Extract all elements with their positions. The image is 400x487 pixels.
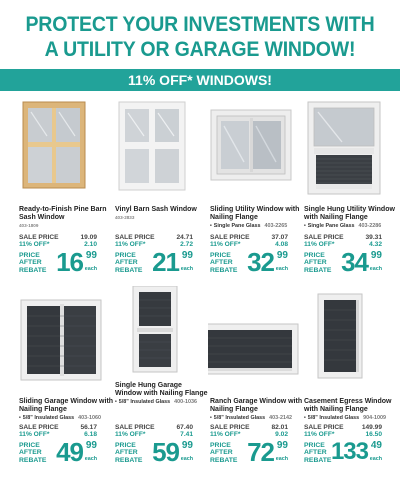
page-headline <box>0 0 400 62</box>
sliding-utility-window-image <box>208 96 303 204</box>
discount-amount: 16.50 <box>365 431 382 439</box>
final-price-cents: 99 <box>276 439 288 451</box>
product-card[interactable] <box>208 96 305 286</box>
product-card[interactable] <box>302 286 399 476</box>
pine-barn-sash-window-image <box>17 96 112 204</box>
single-hung-utility-window-image <box>302 96 397 204</box>
discount-amount: 6.18 <box>84 431 97 439</box>
product-card[interactable] <box>113 96 210 286</box>
discount-amount: 7.41 <box>180 431 193 439</box>
product-title: Sliding Garage Window with Nailing Flange • 5/8" Insulated Glass 403-1060 <box>19 398 114 422</box>
final-price-dollars: 32 <box>247 246 274 277</box>
discount-amount: 2.72 <box>180 241 193 249</box>
final-price-dollars: 49 <box>56 436 83 467</box>
discount-amount: 2.10 <box>84 241 97 249</box>
casement-egress-window-image <box>302 286 397 394</box>
final-price-dollars: 133 <box>330 437 368 465</box>
discount-amount: 4.08 <box>275 241 288 249</box>
sliding-garage-window-image <box>17 286 112 394</box>
final-price-cents: 99 <box>276 249 288 261</box>
sale-price: 56.17 <box>80 424 97 431</box>
product-title: Ready-to-Finish Pine Barn Sash Window 403-1809 <box>19 206 107 229</box>
sale-price: 67.40 <box>176 424 193 431</box>
product-card[interactable] <box>302 96 399 286</box>
headline-line-1: PROTECT YOUR INVESTMENTS WITH <box>25 13 375 36</box>
sale-price: 149.99 <box>361 424 382 431</box>
price-block: SALE PRICE 56.17 11% OFF* 6.18 PRICE AFTER REBATE 49 99 each <box>19 424 97 467</box>
vinyl-barn-sash-window-image <box>113 96 208 204</box>
price-block: SALE PRICE 39.31 11% OFF* 4.32 PRICE AFTER REBATE 34 99 each <box>304 234 382 277</box>
discount-amount: 4.32 <box>369 241 382 249</box>
sale-price: 24.71 <box>176 234 193 241</box>
final-price-dollars: 72 <box>247 436 274 467</box>
price-block: SALE PRICE 82.01 11% OFF* 9.02 PRICE AFTER REBATE 72 99 each <box>210 424 288 467</box>
price-block: SALE PRICE 19.09 11% OFF* 2.10 PRICE AFTER REBATE 16 99 each <box>19 234 97 277</box>
product-title: Casement Egress Window with Nailing Flange • 5/8" Insulated Glass 904-1009 <box>304 398 392 422</box>
single-hung-garage-window-image <box>113 286 208 394</box>
ranch-garage-window-image <box>208 286 303 394</box>
product-title: Single Hung Garage Window with Nailing Flange • 5/8" Insulated Glass 400-1036 <box>115 382 208 406</box>
discount-banner: 11% OFF* WINDOWS! <box>0 69 400 91</box>
price-block: SALE PRICE 24.71 11% OFF* 2.72 PRICE AFTER REBATE 21 99 each <box>115 234 193 277</box>
final-price-cents: 99 <box>85 249 97 261</box>
price-block: SALE PRICE 67.40 11% OFF* 7.41 PRICE AFTER REBATE 59 99 each <box>115 424 193 467</box>
product-title: Vinyl Barn Sash Window 403-2833 <box>115 206 197 221</box>
product-row-2 <box>0 286 400 476</box>
final-price-cents: 99 <box>181 439 193 451</box>
price-block: SALE PRICE 37.07 11% OFF* 4.08 PRICE AFTER REBATE 32 99 each <box>210 234 288 277</box>
product-card[interactable] <box>17 96 114 286</box>
product-card[interactable] <box>208 286 305 476</box>
product-card[interactable] <box>17 286 114 476</box>
final-price-dollars: 16 <box>56 246 83 277</box>
product-title: Single Hung Utility Window with Nailing Flange • Single Pane Glass 403-2286 <box>304 206 395 230</box>
final-price-cents: 99 <box>181 249 193 261</box>
sale-price: 39.31 <box>365 234 382 241</box>
headline-line-2: A UTILITY OR GARAGE WINDOW! <box>44 38 356 61</box>
sale-price: 37.07 <box>271 234 288 241</box>
final-price-cents: 99 <box>85 439 97 451</box>
discount-amount: 9.02 <box>275 431 288 439</box>
final-price-dollars: 21 <box>152 246 179 277</box>
final-price-cents: 49 <box>370 439 382 451</box>
sale-price: 82.01 <box>271 424 288 431</box>
final-price-dollars: 34 <box>341 246 368 277</box>
product-title: Sliding Utility Window with Nailing Flange • Single Pane Glass 403-2265 <box>210 206 300 230</box>
product-card[interactable] <box>113 286 210 476</box>
sale-price: 19.09 <box>80 234 97 241</box>
price-block: SALE PRICE 149.99 11% OFF* 16.50 PRICE AFTER REBATE 133 49 each <box>304 424 382 465</box>
product-row-1 <box>0 96 400 286</box>
final-price-cents: 99 <box>370 249 382 261</box>
product-title: Ranch Garage Window with Nailing Flange • 5/8" Insulated Glass 403-2142 <box>210 398 303 422</box>
final-price-dollars: 59 <box>152 436 179 467</box>
